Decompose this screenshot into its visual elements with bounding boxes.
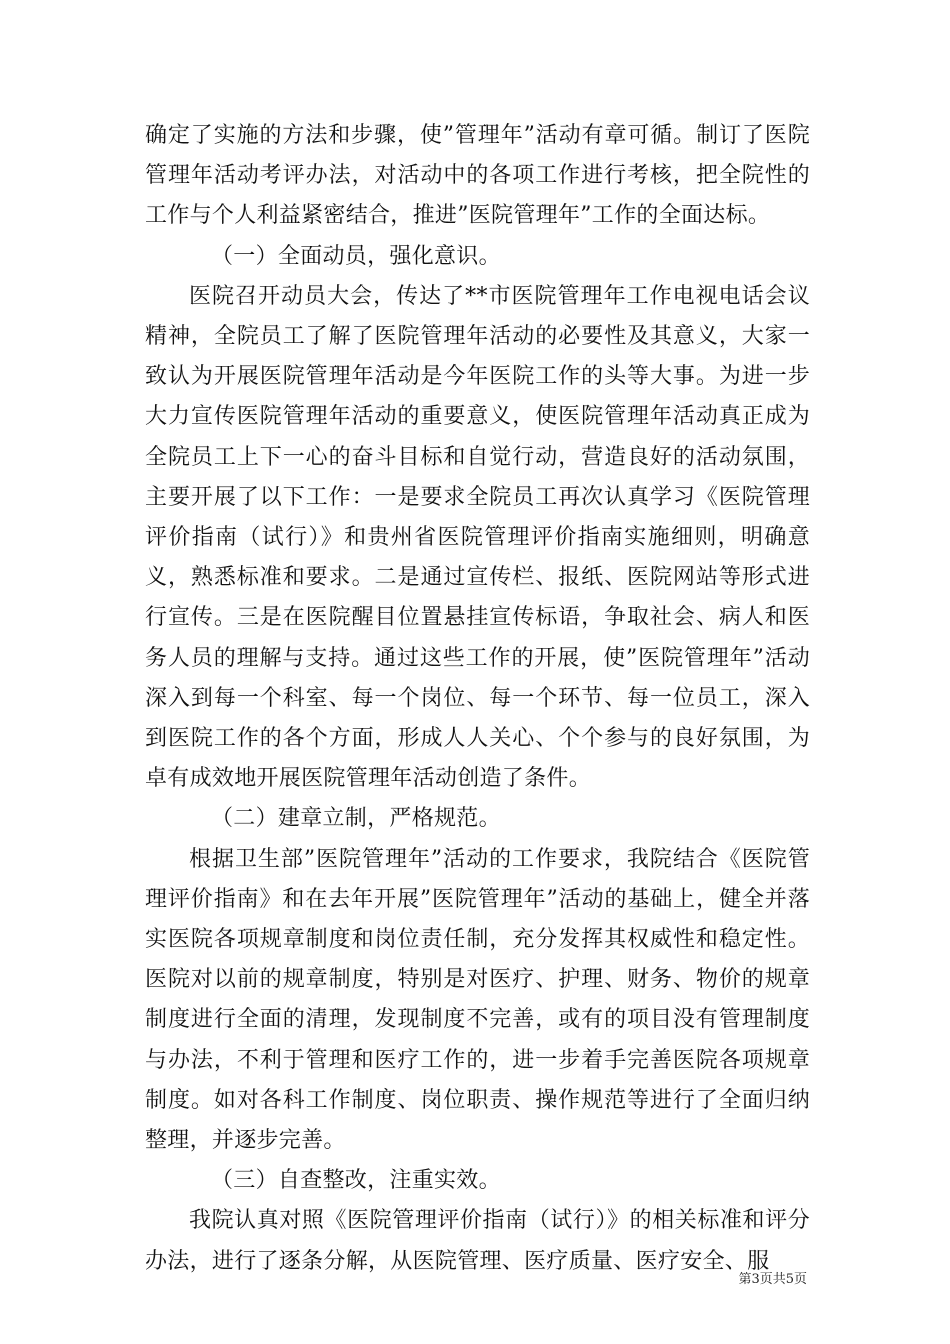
section-heading-3: （三）自查整改，注重实效。	[211, 1168, 501, 1194]
section-heading-2: （二）建章立制，严格规范。	[211, 806, 501, 832]
paragraph-section-2: 根据卫生部”医院管理年”活动的工作要求，我院结合《医院管理评价指南》和在去年开展”医院管理年”活动的基础上，健全并落实医院各项规章制度和岗位责任制，充分发挥其权威性和稳定性。医院对以前的规章制度，特别是对医疗、护理、财务、物价的规章制度进行全面的清理，发现制度不完善，或有的项目没有管理制度与办法，不利于管理和医疗工作的，进一步着手完善医院各项规章制度。如对各科工作制度、岗位职责、操作规范等进行了全面归纳整理，并逐步完善。	[145, 846, 810, 1154]
section-heading-1: （一）全面动员，强化意识。	[211, 243, 501, 269]
paragraph-intro: 确定了实施的方法和步骤，使”管理年”活动有章可循。制订了医院管理年活动考评办法，对活动中的各项工作进行考核，把全院性的工作与个人利益紧密结合，推进”医院管理年”工作的全面达标。	[145, 123, 810, 229]
paragraph-section-1: 医院召开动员大会，传达了**市医院管理年工作电视电话会议精神，全院员工了解了医院管理年活动的必要性及其意义，大家一致认为开展医院管理年活动是今年医院工作的头等大事。为进一步大力宣传医院管理年活动的重要意义，使医院管理年活动真正成为全院员工上下一心的奋斗目标和自觉行动，营造良好的活动氛围，主要开展了以下工作：一是要求全院员工再次认真学习《医院管理评价指南（试行）》和贵州省医院管理评价指南实施细则，明确意义，熟悉标准和要求。二是通过宣传栏、报纸、医院网站等形式进行宣传。三是在医院醒目位置悬挂宣传标语，争取社会、病人和医务人员的理解与支持。通过这些工作的开展，使”医院管理年”活动深入到每一个科室、每一个岗位、每一个环节、每一位员工，深入到医院工作的各个方面，形成人人关心、个个参与的良好氛围，为卓有成效地开展医院管理年活动创造了条件。	[145, 283, 810, 792]
page-number-footer: 第3页共5页	[738, 1272, 807, 1287]
paragraph-section-3: 我院认真对照《医院管理评价指南（试行）》的相关标准和评分办法，进行了逐条分解，从医院管理、医疗质量、医疗安全、服	[145, 1208, 810, 1274]
document-body	[145, 116, 810, 1282]
